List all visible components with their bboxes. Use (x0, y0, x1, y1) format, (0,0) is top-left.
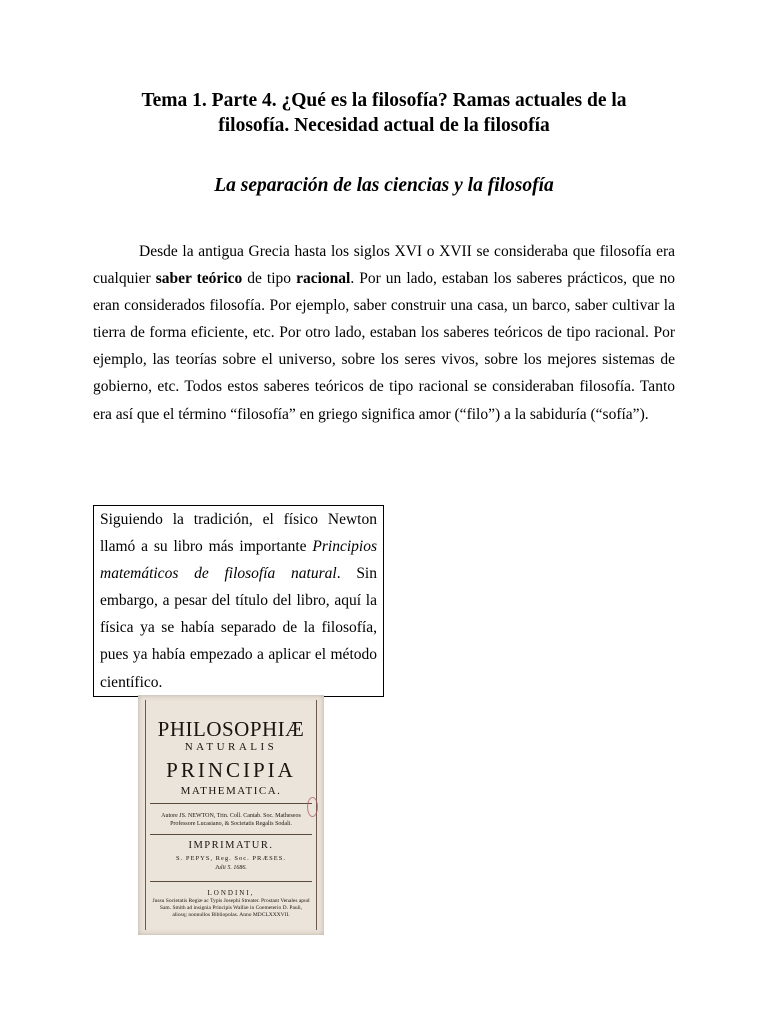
book-line-philosophiae: PHILOSOPHIÆ (157, 717, 305, 741)
book-pepys: S. PEPYS, Reg. Soc. PRÆSES. (176, 855, 286, 862)
book-line-naturalis: NATURALIS (184, 741, 278, 753)
body-paragraph (93, 238, 675, 428)
book-author: Autore JS. NEWTON, Trin. Coll. Cantab. Soc. Matheseos Professore Lucasiano, & Societatis Regalis Sodali. (161, 813, 301, 827)
book-rule-bottom (150, 881, 312, 882)
callout-text-2: . Sin embargo, a pesar del título del libro, aquí la física ya se había separado de la filosofía, pues ya había empezado a aplicar el método científico. (100, 565, 377, 691)
page-title (100, 88, 668, 138)
book-line-principia: PRINCIPIA (166, 758, 296, 782)
book-imprint: Jussu Societatis Regiæ ac Typis Josephi Streater. Prostant Venales apud Sam. Smith ad insignia Principis Walliæ in Coemeterio D. Pauli, aliosq; nonnullos Bibliopolas. Anno MDCLXXXVII. (152, 898, 310, 918)
title-line-1: Tema 1. Parte 4. ¿Qué es la filosofía? Ramas actuales de la (141, 90, 627, 111)
paragraph-text-2: de tipo (242, 270, 297, 288)
book-rule-top (150, 803, 312, 804)
paragraph-bold-2: racional (296, 270, 351, 288)
principia-title-page-image (138, 695, 324, 935)
book-city: LONDINI, (207, 889, 255, 897)
callout-text-1: Siguiendo la tradición, el físico Newton llamó a su libro más importante (100, 511, 377, 556)
book-date: Julii 5. 1686. (215, 865, 247, 871)
book-imprimatur: IMPRIMATUR. (188, 840, 274, 851)
book-line-mathematica: MATHEMATICA. (180, 785, 282, 797)
book-rule-middle (150, 834, 312, 835)
section-heading: La separación de las ciencias y la filosofía (214, 175, 554, 196)
paragraph-bold-1: saber teórico (155, 270, 243, 288)
title-line-2: filosofía. Necesidad actual de la filosofía (218, 115, 550, 136)
callout-text (100, 506, 377, 696)
library-stamp-icon (307, 797, 318, 817)
callout-italic-title: Principios matemáticos de filosofía natural (100, 538, 377, 583)
paragraph-text-1: Desde la antigua Grecia hasta los siglos XVI o XVII se consideraba que filosofía era cualquier (93, 243, 675, 288)
paragraph-text-3: . Por un lado, estaban los saberes prácticos, que no eran considerados filosofía. Por ejemplo, saber construir una casa, un barco, saber cultivar la tierra de forma eficiente, etc. Por otro lado, estaban los saberes teóricos de tipo racional. Por ejemplo, las teorías sobre el universo, sobre los seres vivos, sobre los mejores sistemas de gobierno, etc. Todos estos saberes teóricos de tipo racional se consideraban filosofía. Tanto era así que el término “filosofía” en griego significa amor (“filo”) a la sabiduría (“sofía”). (93, 270, 675, 423)
callout-box (93, 505, 384, 697)
